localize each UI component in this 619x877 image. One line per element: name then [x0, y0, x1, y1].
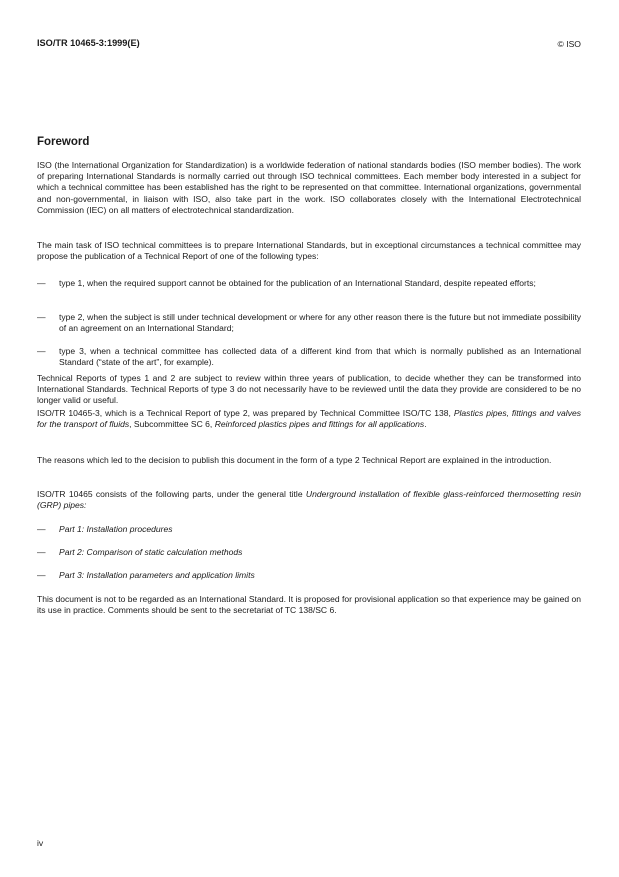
section-title: Foreword [37, 136, 90, 148]
list-item-part-1 [37, 524, 581, 535]
list-item-type-3 [37, 346, 581, 368]
paragraph-consists [37, 489, 581, 511]
list-item-type-1 [37, 278, 581, 289]
text: , Subcommittee SC 6, [129, 419, 215, 430]
list-item-type-2 [37, 312, 581, 334]
dash: — [37, 278, 46, 288]
paragraph-prepared-by [37, 408, 581, 430]
list-item-text: type 3, when a technical committee has collected data of a different kind from that which is normally published as an International Standard (“state of the art”, for example). [59, 346, 581, 368]
list-item-part-3 [37, 570, 581, 581]
paragraph-reasons: The reasons which led to the decision to publish this document in the form of a type 2 Technical Report are explained in the introduction. [37, 455, 552, 465]
dash: — [37, 570, 46, 580]
dash: — [37, 312, 46, 322]
text: . [424, 419, 427, 430]
list-item-part-2 [37, 547, 581, 558]
list-item-text: Part 3: Installation parameters and application limits [59, 570, 255, 580]
page-number: iv [37, 838, 44, 848]
general-title: Underground installation of flexible glass-reinforced thermosetting resin (GRP) pipes: [37, 489, 581, 511]
list-item-text: Part 2: Comparison of static calculation methods [59, 547, 243, 557]
paragraph-iso-intro: ISO (the International Organization for Standardization) is a worldwide federation of national standards bodies (ISO member bodies). The work of preparing International Standards is normally carried out through ISO technical committees. Each member body interested in a subject for which a technical committee has been established has the right to be represented on that committee. International organizations, governmental and non-governmental, in liaison with ISO, also take part in the work. ISO collaborates closely with the International Electrotechnical Commission (IEC) on all matters of electrotechnical standardization. [37, 160, 581, 215]
paragraph-review: Technical Reports of types 1 and 2 are subject to review within three years of publication, to decide whether they can be transformed into International Standards. Technical Reports of type 3 do not necessarily have to be reviewed until the data they provide are considered to be no longer valid or useful. [37, 373, 581, 406]
list-item-text: type 2, when the subject is still under technical development or where for any other reason there is the future but not immediate possibility of an agreement on an International Standard; [59, 312, 581, 334]
dash: — [37, 346, 46, 356]
subcommittee-title: Reinforced plastics pipes and fittings for all applications [214, 419, 425, 430]
document-id: ISO/TR 10465-3:1999(E) [37, 38, 140, 48]
list-item-text: Part 1: Installation procedures [59, 524, 173, 534]
text: ISO/TR 10465-3, which is a Technical Report of type 2, was prepared by Technical Committee ISO/TC 138, [37, 408, 454, 418]
copyright-notice: © ISO [557, 39, 581, 49]
text: ISO/TR 10465 consists of the following parts, under the general title [37, 489, 306, 499]
dash: — [37, 524, 46, 534]
paragraph-final: This document is not to be regarded as an International Standard. It is proposed for provisional application so that experience may be gained on its use in practice. Comments should be sent to the secretariat of TC 138/SC 6. [37, 594, 582, 616]
dash: — [37, 547, 46, 557]
list-item-text: type 1, when the required support cannot be obtained for the publication of an International Standard, despite repeated efforts; [59, 278, 536, 288]
committee-title: Plastics pipes, fittings and valves for the transport of fluids [37, 408, 581, 430]
paragraph-main-task: The main task of ISO technical committees is to prepare International Standards, but in exceptional circumstances a technical committee may propose the publication of a Technical Report of one of the following types: [37, 240, 581, 262]
